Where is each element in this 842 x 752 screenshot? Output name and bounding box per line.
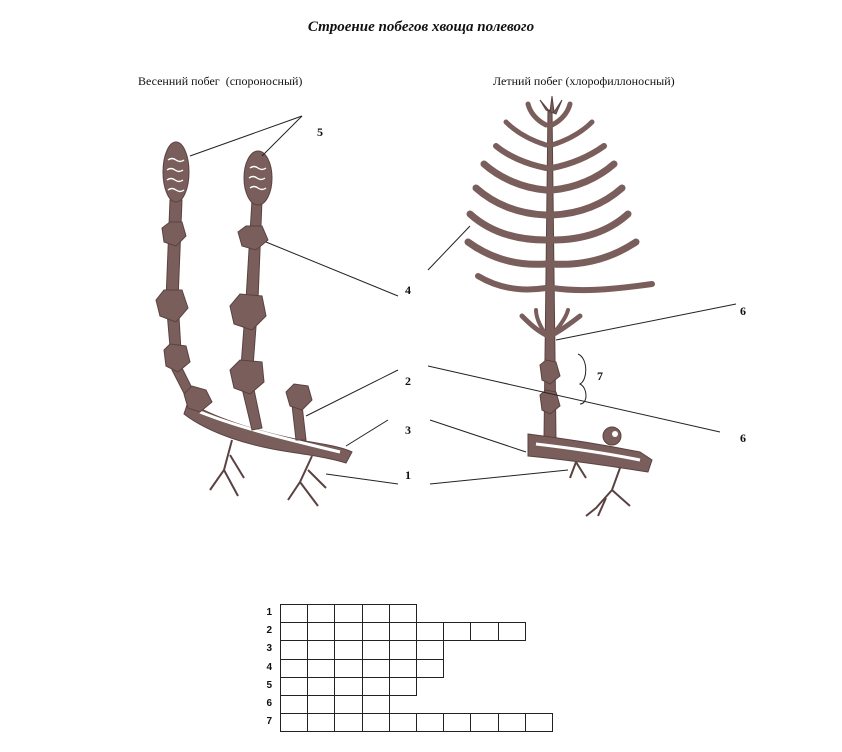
crossword-cell[interactable] [334,622,362,641]
crossword-cell[interactable] [334,604,362,623]
crossword-cell[interactable] [416,622,444,641]
callout-5: 5 [317,125,323,139]
crossword-cell[interactable] [334,713,362,732]
callout-4: 4 [405,283,411,297]
crossword-cell[interactable] [362,604,390,623]
crossword-cell[interactable] [362,640,390,659]
crossword-cell[interactable] [389,640,417,659]
crossword-cell[interactable] [362,622,390,641]
crossword-row-label: 1 [266,607,272,618]
callout-6-lower: 6 [740,431,746,445]
page-title: Строение побегов хвоща полевого [307,19,535,35]
crossword-cell[interactable] [334,677,362,696]
crossword-row-label: 4 [266,661,272,673]
crossword-cell[interactable] [362,659,390,678]
crossword-row-label: 7 [266,716,272,728]
summer-shoot-label: Летний побег (хлорофиллоносный) [493,74,675,88]
crossword-cell[interactable] [470,622,498,641]
crossword-row-label: 5 [266,679,272,691]
crossword-cell[interactable] [389,677,417,696]
crossword-cell[interactable] [280,604,308,623]
crossword-row-label: 6 [266,698,272,709]
summer-shoot [468,96,652,516]
crossword-cell[interactable] [362,677,390,696]
crossword-cell[interactable] [334,659,362,678]
tuber [603,427,621,445]
crossword-cell[interactable] [416,659,444,678]
crossword-cell[interactable] [334,695,362,714]
crossword-cell[interactable] [307,659,335,678]
crossword-cell[interactable] [280,622,308,641]
crossword-row-label: 3 [266,643,272,655]
crossword-cell[interactable] [280,677,308,696]
crossword-cell[interactable] [307,622,335,641]
crossword-cell[interactable] [498,622,526,641]
callout-7: 7 [597,369,603,383]
crossword-cell[interactable] [389,604,417,623]
crossword-cell[interactable] [525,713,553,732]
crossword-cell[interactable] [307,640,335,659]
crossword-cell[interactable] [362,713,390,732]
callout-2: 2 [405,374,411,388]
crossword-cell[interactable] [280,659,308,678]
spring-shoot-label: Весенний побег (спороносный) [138,74,303,88]
spring-stem-3 [292,405,306,440]
callout-6-upper: 6 [740,304,746,318]
crossword-cell[interactable] [443,622,471,641]
crossword-cell[interactable] [443,713,471,732]
callout-1: 1 [405,468,411,482]
summer-roots [570,462,630,516]
crossword-cell[interactable] [416,640,444,659]
crossword-cell[interactable] [307,604,335,623]
crossword-cell[interactable] [280,640,308,659]
crossword-cell[interactable] [470,713,498,732]
crossword-cell[interactable] [280,695,308,714]
crossword-cell[interactable] [334,640,362,659]
callout-3: 3 [405,423,411,437]
strobilus-1 [163,142,189,202]
crossword-cell[interactable] [389,713,417,732]
summer-rhizome [528,434,652,472]
crossword-cell[interactable] [389,622,417,641]
crossword-cell[interactable] [362,695,390,714]
crossword-cell[interactable] [307,695,335,714]
crossword-cell[interactable] [307,713,335,732]
spring-shoot [156,142,352,506]
crossword-cell[interactable] [498,713,526,732]
crossword-cell[interactable] [307,677,335,696]
crossword-cell[interactable] [280,713,308,732]
crossword-cell[interactable] [389,659,417,678]
crossword-row-label: 2 [266,625,272,637]
crossword-cell[interactable] [416,713,444,732]
